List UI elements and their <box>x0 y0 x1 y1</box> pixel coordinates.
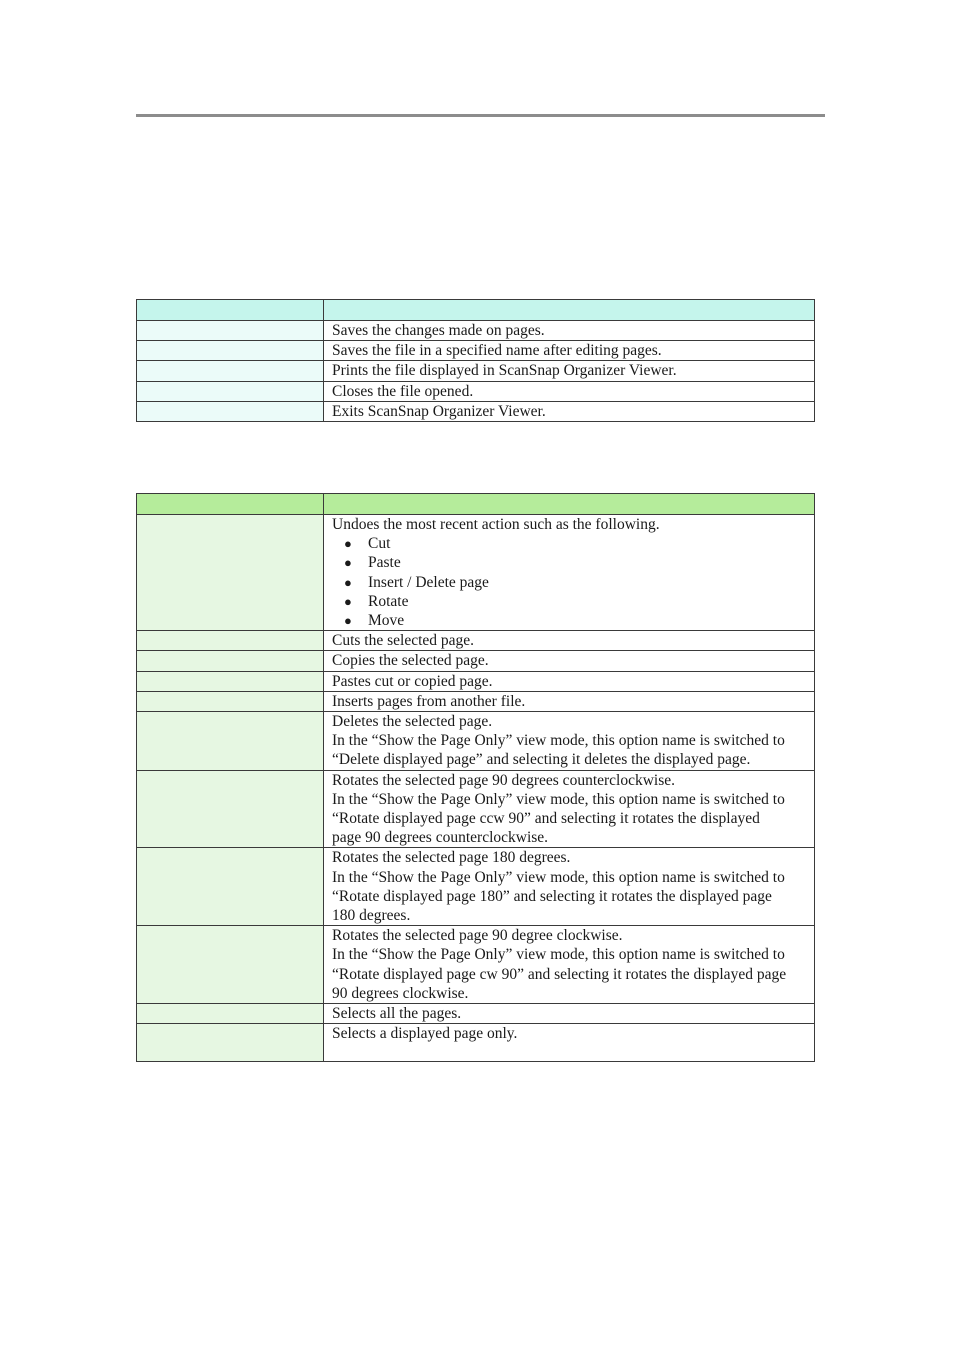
file-menu-header-row <box>137 300 815 321</box>
edit-menu-item-name <box>137 671 324 691</box>
edit-menu-item-desc <box>324 1004 815 1024</box>
file-menu-row-print <box>137 361 815 381</box>
bullet-icon: ● <box>344 613 352 629</box>
file-menu-row-save <box>137 321 815 341</box>
edit-menu-item-desc <box>324 671 815 691</box>
desc-line: page 90 degrees counterclockwise. <box>332 829 549 847</box>
desc-line: 90 degrees clockwise. <box>332 984 469 1002</box>
desc-line: In the “Show the Page Only” view mode, this option name is switched to <box>332 790 785 808</box>
list-item: ● Insert / Delete page <box>344 573 489 591</box>
desc-line: In the “Show the Page Only” view mode, this option name is switched to <box>332 946 785 964</box>
desc-line: In the “Show the Page Only” view mode, this option name is switched to <box>332 868 785 886</box>
desc-line: Pastes cut or copied page. <box>332 672 493 690</box>
edit-menu-header-item <box>137 494 324 515</box>
desc-line: 180 degrees. <box>332 907 411 925</box>
edit-menu-item-desc <box>324 848 815 926</box>
file-menu-item-desc: Prints the file displayed in ScanSnap Organizer Viewer. <box>324 361 815 381</box>
file-menu-item-name <box>137 361 324 381</box>
edit-menu-item-name <box>137 770 324 848</box>
bullet-icon: ● <box>344 536 352 552</box>
file-menu-item-name <box>137 341 324 361</box>
edit-menu-row-undo <box>137 515 815 631</box>
file-menu-item-desc: Closes the file opened. <box>324 381 815 401</box>
table-row <box>137 926 815 1004</box>
file-menu-header-item <box>137 300 324 321</box>
desc-line: “Rotate displayed page ccw 90” and selecting it rotates the displayed <box>332 810 760 828</box>
desc-line: Rotates the selected page 90 degree clockwise. <box>332 927 623 945</box>
desc-line: Rotates the selected page 90 degrees counterclockwise. <box>332 771 676 789</box>
desc-line: “Rotate displayed page cw 90” and selecting it rotates the displayed page <box>332 965 787 983</box>
edit-menu-header-row <box>137 494 815 515</box>
edit-menu-item-desc <box>324 712 815 771</box>
table-row <box>137 631 815 651</box>
header-rule <box>136 114 825 117</box>
file-menu-row-exit <box>137 401 815 421</box>
table-row <box>137 671 815 691</box>
table-row <box>137 770 815 848</box>
edit-menu-item-name <box>137 691 324 711</box>
edit-menu-item-name <box>137 1004 324 1024</box>
edit-menu-header-description <box>324 494 815 515</box>
edit-menu-row-select-displayed <box>137 1024 815 1062</box>
undo-description: Undoes the most recent action such as the following. <box>332 516 660 533</box>
list-item: ● Cut <box>344 535 391 553</box>
edit-menu-item-desc <box>324 926 815 1004</box>
file-menu-table <box>136 299 815 422</box>
table-row <box>137 1004 815 1024</box>
table-row <box>137 848 815 926</box>
file-menu-item-name <box>137 381 324 401</box>
bullet-icon: ● <box>344 555 352 571</box>
edit-menu-item-desc <box>324 770 815 848</box>
edit-menu-item-desc <box>324 691 815 711</box>
file-menu-row-close <box>137 381 815 401</box>
edit-menu-item-name <box>137 848 324 926</box>
edit-menu-table <box>136 493 815 1062</box>
bullet-icon: ● <box>344 593 352 609</box>
desc-line: Rotates the selected page 180 degrees. <box>332 849 571 867</box>
file-menu-row-save-as <box>137 341 815 361</box>
edit-menu-item-desc <box>324 631 815 651</box>
file-menu-item-name <box>137 401 324 421</box>
file-menu-item-desc: Exits ScanSnap Organizer Viewer. <box>324 401 815 421</box>
desc-line: In the “Show the Page Only” view mode, this option name is switched to <box>332 732 785 750</box>
table-row <box>137 691 815 711</box>
file-menu-item-name <box>137 321 324 341</box>
file-menu-item-desc: Saves the file in a specified name after editing pages. <box>324 341 815 361</box>
bullet-icon: ● <box>344 574 352 590</box>
edit-menu-item-name <box>137 1024 324 1062</box>
edit-menu-item-desc <box>324 515 815 631</box>
undo-action-list <box>332 534 806 630</box>
file-menu-header-description <box>324 300 815 321</box>
desc-line: “Rotate displayed page 180” and selecting it rotates the displayed page <box>332 887 772 905</box>
desc-line: Deletes the selected page. <box>332 713 493 731</box>
edit-menu-rows <box>137 631 815 1024</box>
edit-menu-item-name <box>137 651 324 671</box>
edit-menu-item-name <box>137 712 324 771</box>
desc-line: Inserts pages from another file. <box>332 692 526 710</box>
list-item: ● Paste <box>344 554 401 572</box>
desc-line: Copies the selected page. <box>332 652 489 670</box>
edit-menu-item-name <box>137 515 324 631</box>
list-item: ● Move <box>344 612 405 630</box>
edit-menu-item-desc <box>324 651 815 671</box>
list-item: ● Rotate <box>344 592 409 610</box>
table-row <box>137 651 815 671</box>
table-row <box>137 712 815 771</box>
desc-line: Selects all the pages. <box>332 1005 462 1023</box>
desc-line: Cuts the selected page. <box>332 632 475 650</box>
file-menu-item-desc: Saves the changes made on pages. <box>324 321 815 341</box>
edit-menu-item-desc: Selects a displayed page only. <box>324 1024 815 1062</box>
edit-menu-item-name <box>137 926 324 1004</box>
desc-line: “Delete displayed page” and selecting it deletes the displayed page. <box>332 751 751 769</box>
edit-menu-item-name <box>137 631 324 651</box>
